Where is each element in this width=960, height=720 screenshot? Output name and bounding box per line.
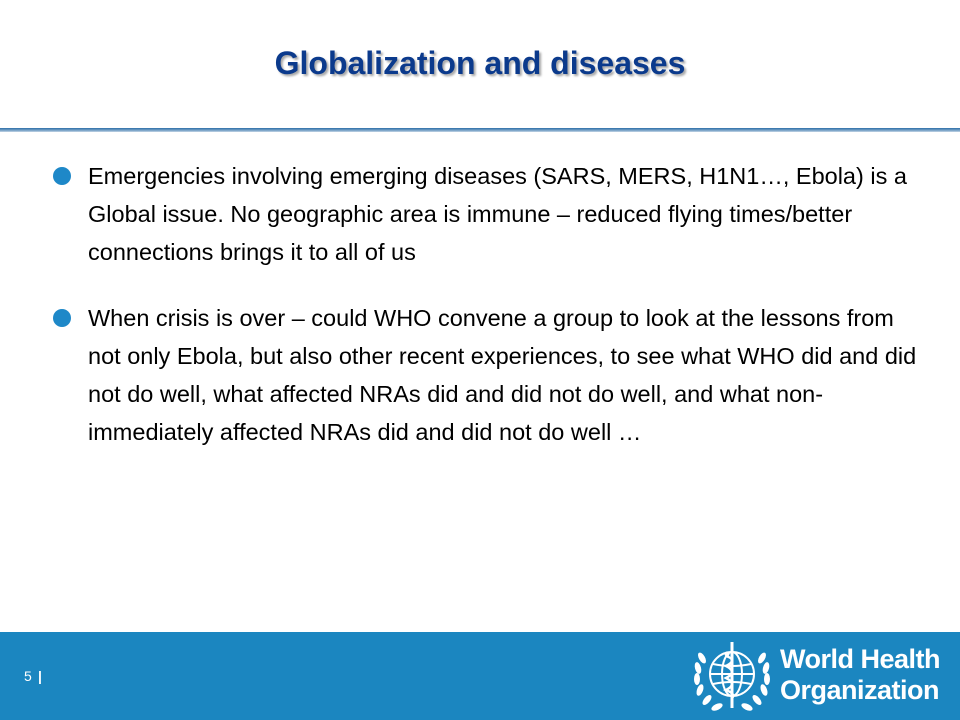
organization-name-line1: World Health <box>780 644 941 674</box>
page-separator: | <box>38 668 42 684</box>
bullet-dot-icon <box>53 309 71 327</box>
title-divider <box>0 128 960 132</box>
bullet-dot-icon <box>53 167 71 185</box>
bullet-text: Emergencies involving emerging diseases (SARS, MERS, H1N1…, Ebola) is a Global issue. No geographic area is immune – reduced flying times/better connections brings it to all of us <box>88 163 907 265</box>
organization-name-line2: Organization <box>780 675 940 705</box>
bullet-item <box>50 157 930 271</box>
page-number: 5 <box>24 668 32 684</box>
bullet-list <box>50 157 930 479</box>
footer-bar <box>0 632 960 720</box>
who-emblem-icon <box>688 638 776 714</box>
slide-title: Globalization and diseases <box>274 45 686 81</box>
bullet-item <box>50 299 930 451</box>
bullet-text: When crisis is over – could WHO convene a group to look at the lessons from not only Ebola, but also other recent experiences, to see what WHO did and did not do well, what affected NRAs did and did not do well, and what non-immediately affected NRAs did and did not do well … <box>88 305 917 445</box>
organization-name <box>780 644 950 706</box>
